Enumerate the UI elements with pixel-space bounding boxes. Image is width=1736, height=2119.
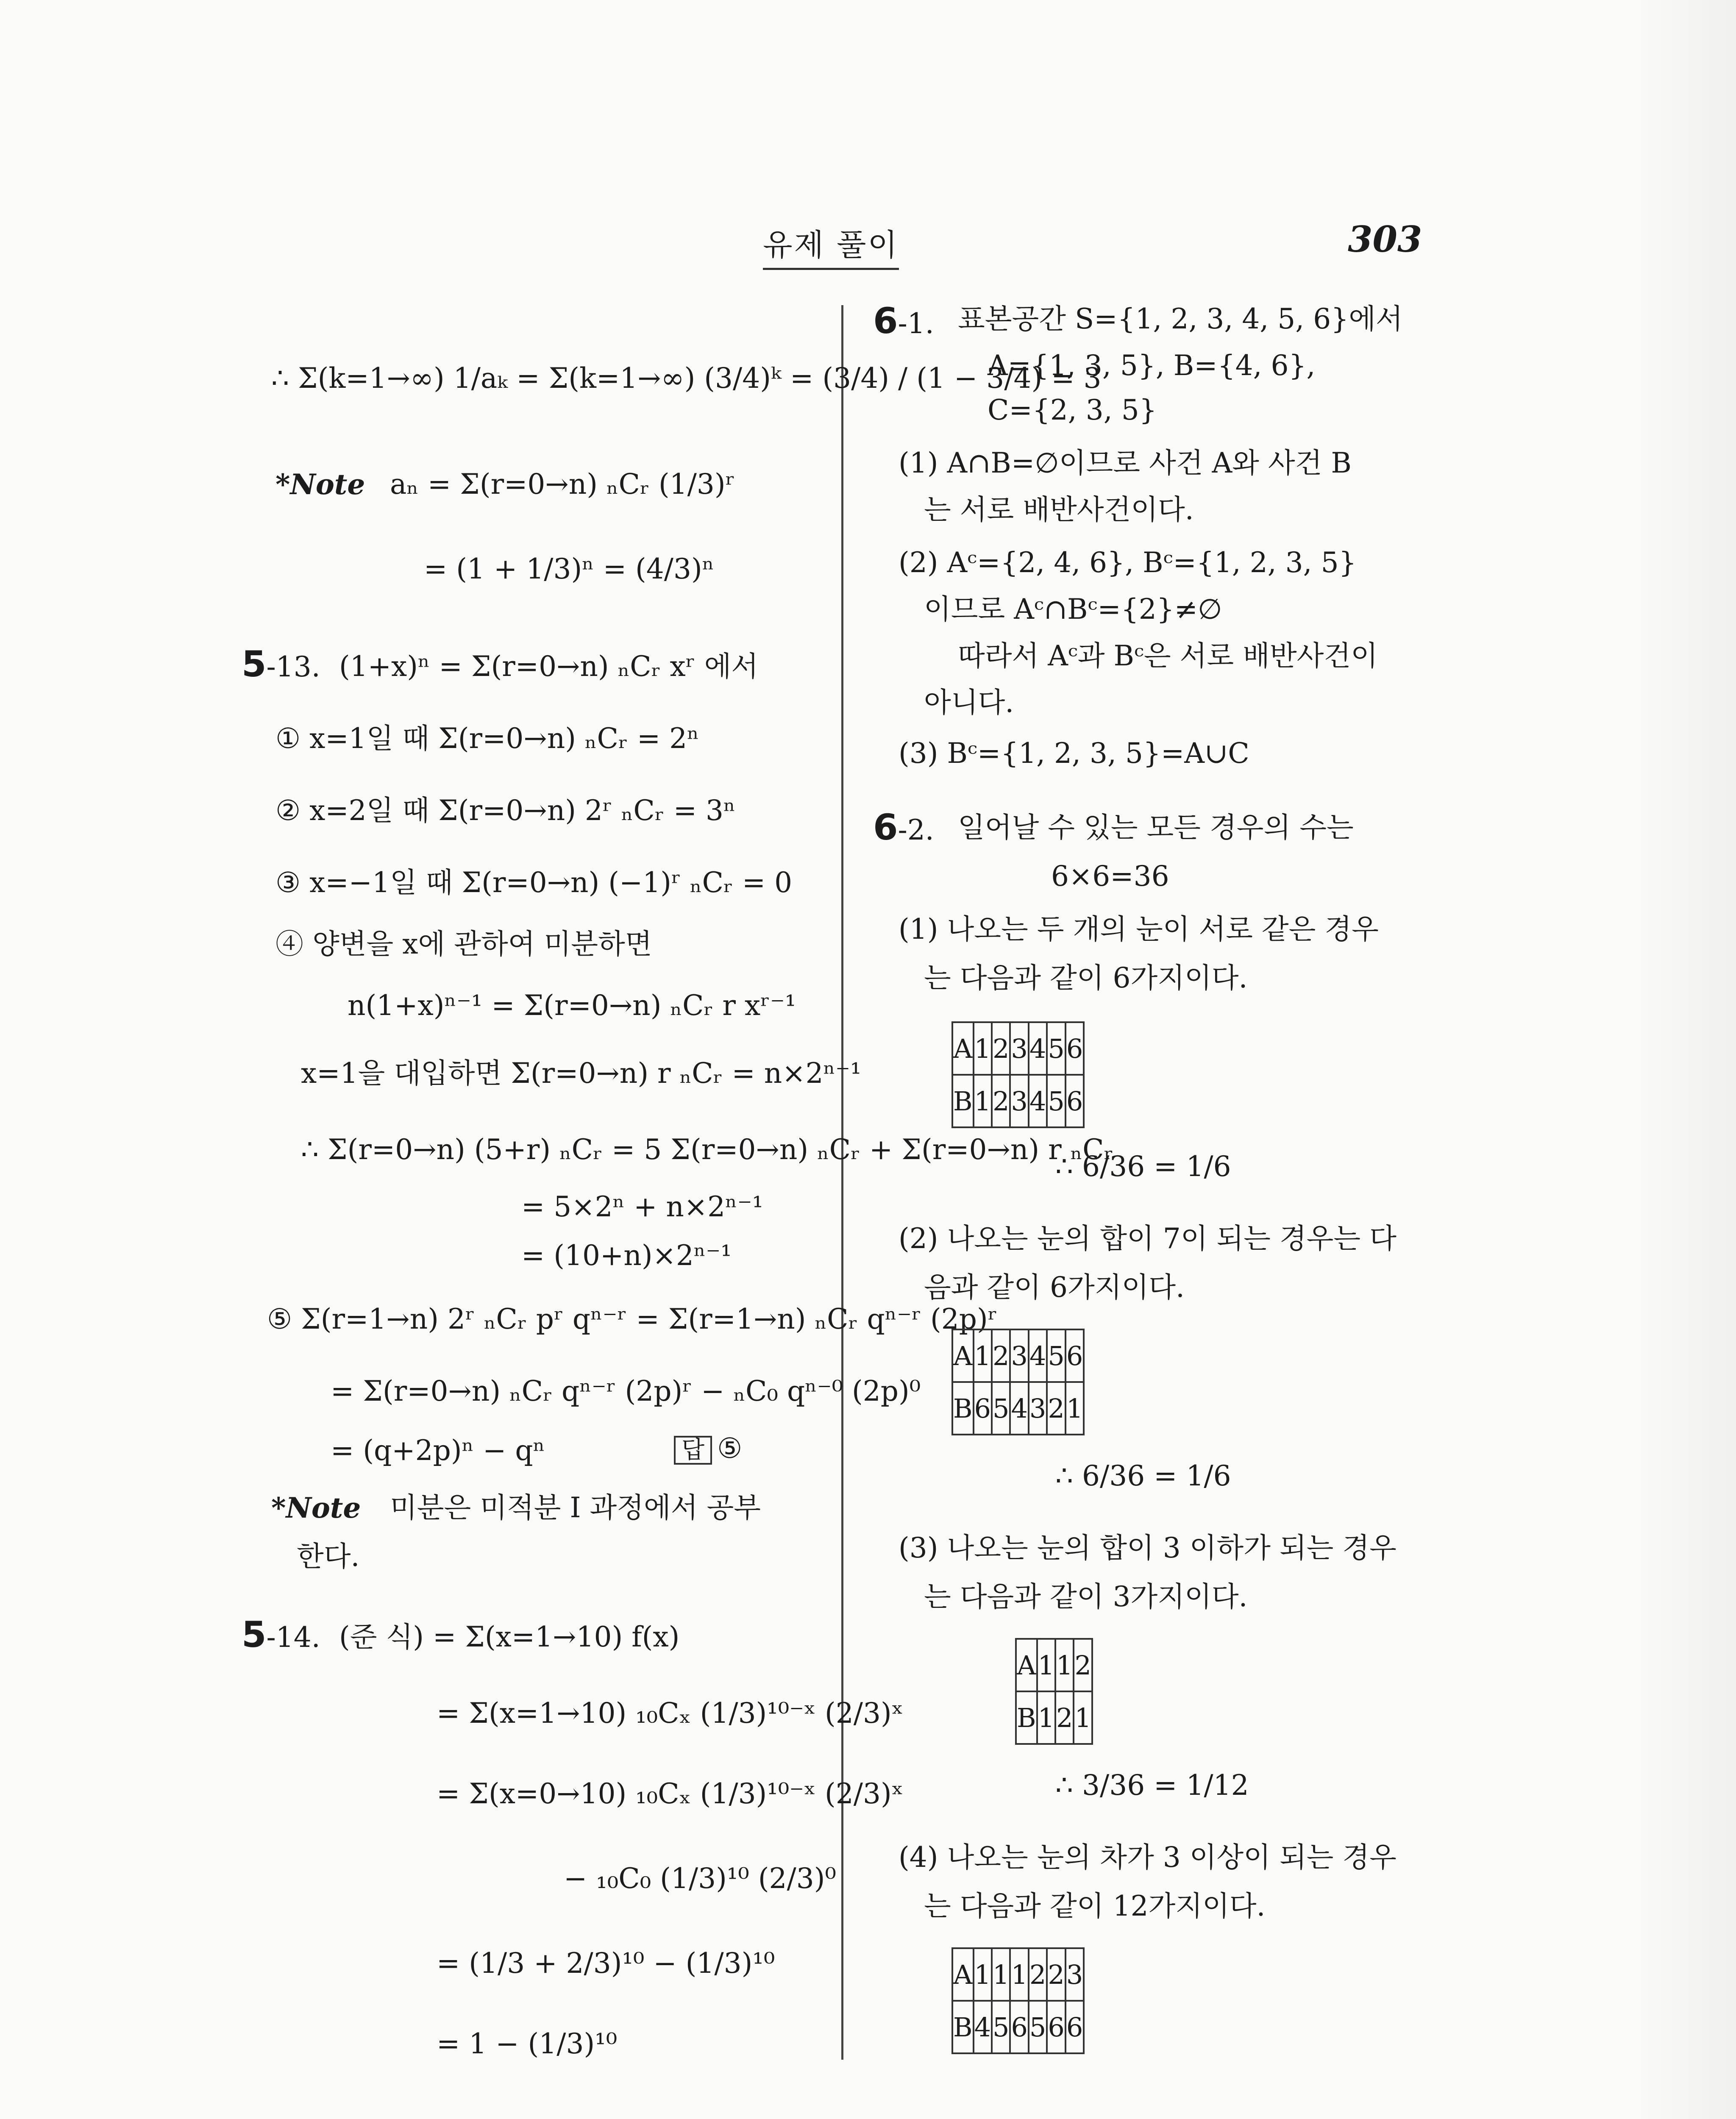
problem-sub: -1. (898, 307, 934, 340)
text-line: (1) A∩B=∅이므로 사건 A와 사건 B (899, 447, 1352, 479)
table-cell: 1 (974, 1075, 992, 1127)
math-line: = (10+n)×2ⁿ⁻¹ (521, 1239, 732, 1272)
table-cell: 1 (1066, 1382, 1084, 1435)
table-row (952, 1075, 1084, 1127)
table-cell: 6 (1010, 2001, 1028, 2053)
table-cell: 2 (1047, 1382, 1065, 1435)
table-cell: 1 (992, 1948, 1010, 2001)
text-line: 는 서로 배반사건이다. (924, 493, 1194, 526)
text-line: 이므로 Aᶜ∩Bᶜ={2}≠∅ (924, 593, 1222, 626)
table-cell: 1 (974, 1329, 992, 1382)
text-line: 음과 같이 6가지이다. (924, 1271, 1185, 1304)
answer-value: ⑤ (717, 1432, 743, 1465)
text-line: 는 다음과 같이 3가지이다. (924, 1580, 1248, 1613)
table-cell: 4 (1029, 1329, 1047, 1382)
table-cell: 3 (1010, 1075, 1028, 1127)
math-line: ② x=2일 때 Σ(r=0→n) 2ʳ ₙCᵣ = 3ⁿ (275, 794, 736, 827)
answer-marker (674, 1432, 743, 1465)
math-line: = (1/3 + 2/3)¹⁰ − (1/3)¹⁰ (437, 1947, 775, 1980)
result-line: ∴ 6/36 = 1/6 (1055, 1150, 1231, 1183)
table-row (1016, 1691, 1092, 1744)
table-cell: 2 (1047, 1948, 1065, 2001)
outcome-table (951, 1329, 1085, 1435)
text-line: A={1, 3, 5}, B={4, 6}, (988, 349, 1316, 382)
math-line: (준 식) = Σ(x=1→10) f(x) (339, 1621, 680, 1653)
table-row (952, 2001, 1084, 2053)
table-cell: 5 (1047, 1075, 1065, 1127)
text-line: 는 다음과 같이 12가지이다. (924, 1890, 1266, 1922)
table-cell: 6 (974, 1382, 992, 1435)
page-number: 303 (1348, 218, 1422, 260)
problem-number-5-14 (242, 1614, 320, 1655)
table-cell: A (952, 1022, 974, 1075)
math-line: ③ x=−1일 때 Σ(r=0→n) (−1)ʳ ₙCᵣ = 0 (275, 866, 793, 899)
table-cell: 6 (1047, 2001, 1065, 2053)
page-header-title: 유제 풀이 (763, 220, 899, 270)
text-line: (2) 나오는 눈의 합이 7이 되는 경우는 다 (899, 1222, 1397, 1255)
result-line: ∴ 6/36 = 1/6 (1055, 1460, 1231, 1492)
math-line: aₙ = Σ(r=0→n) ₙCᵣ (1/3)ʳ (390, 468, 735, 501)
table-cell: A (952, 1948, 974, 2001)
table-cell: 6 (1066, 1022, 1084, 1075)
problem-chapter: 6 (873, 300, 898, 342)
math-line: (1+x)ⁿ = Σ(r=0→n) ₙCᵣ xʳ 에서 (339, 650, 759, 683)
table-cell: 2 (992, 1329, 1010, 1382)
table-cell: 6 (1066, 1075, 1084, 1127)
table-cell: 1 (1037, 1691, 1055, 1744)
table-cell: 4 (974, 2001, 992, 2053)
table-cell: B (952, 1075, 974, 1127)
text-line: 표본공간 S={1, 2, 3, 4, 5, 6}에서 (958, 303, 1403, 335)
table-row (1016, 1639, 1092, 1691)
problem-number-6-1 (873, 300, 934, 342)
note-label: *Note (275, 468, 365, 501)
text-line: 아니다. (924, 686, 1014, 719)
table-cell: 5 (992, 1382, 1010, 1435)
table-cell: A (952, 1329, 974, 1382)
text-line: (1) 나오는 두 개의 눈이 서로 같은 경우 (899, 913, 1379, 945)
problem-sub: -14. (266, 1621, 320, 1654)
problem-chapter: 5 (242, 643, 267, 685)
math-line: x=1을 대입하면 Σ(r=0→n) r ₙCᵣ = n×2ⁿ⁻¹ (301, 1057, 862, 1090)
table-cell: 3 (1010, 1329, 1028, 1382)
table-row (952, 1382, 1084, 1435)
table-cell: 1 (1074, 1691, 1092, 1744)
note-text: 한다. (297, 1540, 360, 1573)
text-line: (4) 나오는 눈의 차가 3 이상이 되는 경우 (899, 1841, 1397, 1874)
math-line: ∴ Σ(k=1→∞) 1/aₖ = Σ(k=1→∞) (3/4)ᵏ = (3/4) / (1 − 3/4) = 3 (271, 362, 1102, 395)
outcome-table (1015, 1638, 1093, 1745)
table-cell: 1 (974, 1022, 992, 1075)
problem-chapter: 6 (873, 806, 898, 848)
problem-sub: -13. (266, 651, 320, 683)
text-line: (2) Aᶜ={2, 4, 6}, Bᶜ={1, 2, 3, 5} (899, 546, 1357, 579)
text-line: 는 다음과 같이 6가지이다. (924, 962, 1248, 994)
problem-chapter: 5 (242, 1614, 267, 1655)
problem-number-5-13 (242, 643, 320, 685)
math-line: = 1 − (1/3)¹⁰ (437, 2027, 618, 2060)
table-cell: 2 (992, 1075, 1010, 1127)
table-cell: 2 (1055, 1691, 1074, 1744)
outcome-table (951, 1021, 1085, 1128)
result-line: ∴ 3/36 = 1/12 (1055, 1769, 1249, 1802)
table-cell: 3 (1029, 1382, 1047, 1435)
math-line: = (1 + 1/3)ⁿ = (4/3)ⁿ (424, 553, 715, 585)
answer-box: 답 (674, 1436, 712, 1465)
table-cell: 4 (1029, 1022, 1047, 1075)
table-cell: 6 (1066, 1329, 1084, 1382)
table-cell: 5 (992, 2001, 1010, 2053)
table-cell: 1 (1037, 1639, 1055, 1691)
table-cell: 3 (1066, 1948, 1084, 2001)
table-cell: 1 (1010, 1948, 1028, 2001)
table-cell: 1 (974, 1948, 992, 2001)
table-row (952, 1948, 1084, 2001)
note-text: 미분은 미적분 Ⅰ 과정에서 공부 (390, 1491, 761, 1524)
text-line: (3) 나오는 눈의 합이 3 이하가 되는 경우 (899, 1532, 1397, 1564)
table-cell: 6 (1066, 2001, 1084, 2053)
table-cell: 5 (1047, 1022, 1065, 1075)
outcome-table (951, 1947, 1085, 2054)
math-line: ⑤ Σ(r=1→n) 2ʳ ₙCᵣ pʳ qⁿ⁻ʳ = Σ(r=1→n) ₙCᵣ qⁿ⁻ʳ (2p)ʳ (267, 1303, 998, 1335)
table-cell: B (952, 2001, 974, 2053)
table-cell: B (952, 1382, 974, 1435)
note-label: *Note (271, 1491, 361, 1524)
text-line: C={2, 3, 5} (988, 394, 1157, 426)
math-line: = Σ(x=0→10) ₁₀Cₓ (1/3)¹⁰⁻ˣ (2/3)ˣ (437, 1777, 904, 1810)
math-line: = Σ(r=0→n) ₙCᵣ qⁿ⁻ʳ (2p)ʳ − ₙC₀ qⁿ⁻⁰ (2p)⁰ (331, 1375, 921, 1407)
table-cell: 4 (1010, 1382, 1028, 1435)
table-row (952, 1329, 1084, 1382)
math-line: ① x=1일 때 Σ(r=0→n) ₙCᵣ = 2ⁿ (275, 722, 699, 755)
problem-sub: -2. (898, 814, 934, 846)
page-edge-shadow (1626, 0, 1736, 2119)
math-line: = (q+2p)ⁿ − qⁿ (331, 1434, 545, 1467)
table-cell: 1 (1055, 1639, 1074, 1691)
table-cell: 3 (1010, 1022, 1028, 1075)
table-cell: 2 (1074, 1639, 1092, 1691)
table-cell: 2 (992, 1022, 1010, 1075)
problem-number-6-2 (873, 806, 934, 848)
text-line: (3) Bᶜ={1, 2, 3, 5}=A∪C (899, 737, 1249, 770)
text-line: 6×6=36 (1051, 860, 1169, 893)
table-cell: B (1016, 1691, 1037, 1744)
math-line: = Σ(x=1→10) ₁₀Cₓ (1/3)¹⁰⁻ˣ (2/3)ˣ (437, 1697, 904, 1730)
text-line: 일어날 수 있는 모든 경우의 수는 (958, 811, 1354, 844)
math-line: ④ 양변을 x에 관하여 미분하면 (275, 928, 652, 960)
math-line: ∴ Σ(r=0→n) (5+r) ₙCᵣ = 5 Σ(r=0→n) ₙCᵣ + Σ(r=0→n) r ₙCᵣ (301, 1133, 1114, 1166)
text-line: 따라서 Aᶜ과 Bᶜ은 서로 배반사건이 (958, 640, 1378, 672)
table-cell: 5 (1047, 1329, 1065, 1382)
table-row (952, 1022, 1084, 1075)
table-cell: A (1016, 1639, 1037, 1691)
table-cell: 5 (1029, 2001, 1047, 2053)
math-line: n(1+x)ⁿ⁻¹ = Σ(r=0→n) ₙCᵣ r xʳ⁻¹ (348, 989, 796, 1022)
table-cell: 2 (1029, 1948, 1047, 2001)
math-line: = 5×2ⁿ + n×2ⁿ⁻¹ (521, 1190, 764, 1223)
math-line: − ₁₀C₀ (1/3)¹⁰ (2/3)⁰ (564, 1862, 836, 1895)
table-cell: 4 (1029, 1075, 1047, 1127)
